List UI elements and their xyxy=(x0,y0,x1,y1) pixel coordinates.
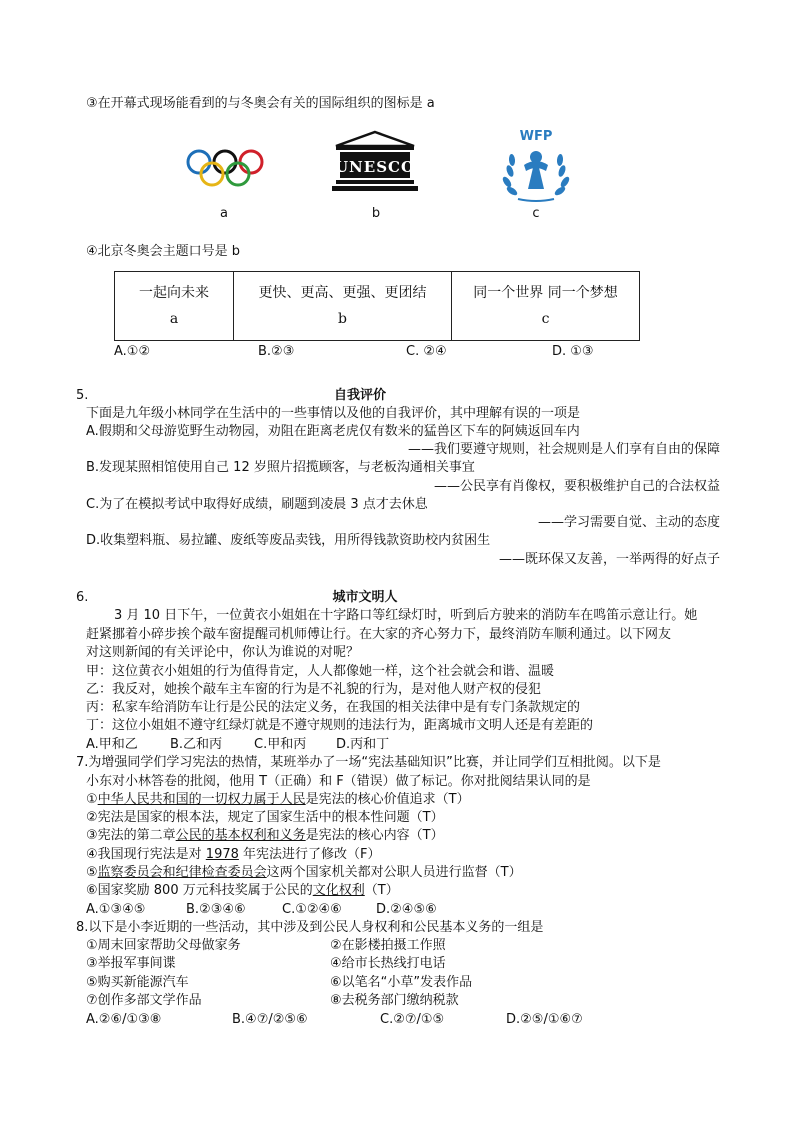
q7-item-5-pre: ⑤ xyxy=(86,865,98,880)
q6-option-c: C.甲和丙 xyxy=(254,737,307,752)
q8-option-d: D.②⑤/①⑥⑦ xyxy=(506,1012,583,1027)
q5-option-a: A.假期和父母游览野生动物园，劝阻在距离老虎仅有数米的猛兽区下车的阿姨返回车内 xyxy=(86,424,580,439)
q5-comment-d: ——既环保又友善，一举两得的好点子 xyxy=(498,552,720,567)
q4-option-d: D. ①③ xyxy=(552,344,594,359)
unesco-logo-icon xyxy=(332,130,418,192)
q6-comment-jia: 甲：这位黄衣小姐姐的行为值得肯定，人人都像她一样，这个社会就会和谐、温暖 xyxy=(86,664,555,679)
q5-comment-b: ——公民享有肖像权，要积极维护自己的合法权益 xyxy=(433,479,720,494)
q7-item-4-pre: ④我国现行宪法是对 xyxy=(86,847,206,862)
logo-label-b: b xyxy=(371,206,381,221)
q5-stem: 下面是九年级小林同学在生活中的一些事情以及他的自我评价，其中理解有误的一项是 xyxy=(86,406,581,421)
q7-item-2-text: ②宪法是国家的根本法，规定了国家生活中的根本性问题（T） xyxy=(86,810,444,825)
slogan-text-c: 同一个世界 同一个梦想 xyxy=(473,285,618,301)
q6-para-line1: 3 月 10 日下午，一位黄衣小姐姐在十字路口等红绿灯时，听到后方驶来的消防车在鸣笛示意让行。她 xyxy=(114,608,698,623)
q6-option-b: B.乙和丙 xyxy=(170,737,223,752)
q7-item-1 xyxy=(86,792,470,808)
olympic-rings-icon xyxy=(186,148,264,190)
wfp-logo-icon xyxy=(498,127,574,205)
q6-option-d: D.丙和丁 xyxy=(336,737,390,752)
slogan-text-b: 更快、更高、更强、更团结 xyxy=(258,285,427,301)
q7-option-b: B.②③④⑥ xyxy=(186,902,246,917)
q7-item-1-post: 是宪法的核心价值追求（T） xyxy=(305,792,470,807)
logo-label-a: a xyxy=(220,206,228,221)
q4-item4: ④北京冬奥会主题口号是 b xyxy=(86,244,241,259)
q7-item-1-underlined: 中华人民共和国的一切权力属于人民 xyxy=(97,792,306,807)
q5-option-b: B.发现某照相馆使用自己 12 岁照片招揽顾客，与老板沟通相关事宜 xyxy=(86,460,475,475)
q7-item-3 xyxy=(86,828,444,844)
q7-item-6-pre: ⑥国家奖励 800 万元科技奖属于公民的 xyxy=(86,883,313,898)
q5-option-c: C.为了在模拟考试中取得好成绩，刷题到凌晨 3 点才去休息 xyxy=(86,497,428,512)
slogan-cell-c xyxy=(452,272,640,341)
unesco-logo-text: UNESCO xyxy=(334,158,416,176)
q7-item-4-underlined: 1978 xyxy=(205,847,239,862)
q7-option-a: A.①③④⑤ xyxy=(86,902,146,917)
q8-activity-1: ①周末回家帮助父母做家务 xyxy=(86,938,241,953)
q4-option-c: C. ②④ xyxy=(406,344,447,359)
q8-activity-7: ⑦创作多部文学作品 xyxy=(86,993,202,1008)
q5-comment-a: ——我们要遵守规则，社会规则是人们享有自由的保障 xyxy=(407,442,720,457)
q8-option-b: B.④⑦/②⑤⑥ xyxy=(232,1012,308,1027)
q6-comment-bing: 丙：私家车给消防车让行是公民的法定义务，在我国的相关法律中是有专门条款规定的 xyxy=(86,700,581,715)
q7-item-1-pre: ① xyxy=(86,792,98,807)
q7-item-5 xyxy=(86,865,522,881)
q7-item-2 xyxy=(86,810,444,826)
slogan-label-c: c xyxy=(541,311,550,327)
logo-label-c: c xyxy=(532,206,540,221)
q6-para-line3: 对这则新闻的有关评论中，你认为谁说的对呢？ xyxy=(86,645,360,660)
slogan-label-b: b xyxy=(338,311,347,327)
q7-item-6-post: （T） xyxy=(364,883,399,898)
wfp-logo-text: WFP xyxy=(519,129,553,144)
q7-item-3-post: 是宪法的核心内容（T） xyxy=(305,828,444,843)
q6-para-line2: 赶紧挪着小碎步挨个敲车窗提醒司机师傅让行。在大家的齐心努力下，最终消防车顺利通过。以下网友 xyxy=(86,627,672,642)
q7-item-3-pre: ③宪法的第二章 xyxy=(86,828,176,843)
q8-activity-8: ⑧去税务部门缴纳税款 xyxy=(330,993,459,1008)
q8-activity-5: ⑤购买新能源汽车 xyxy=(86,975,189,990)
q8-activity-6: ⑥以笔名“小草”发表作品 xyxy=(330,975,473,990)
q4-option-b: B.②③ xyxy=(258,344,295,359)
slogan-text-a: 一起向未来 xyxy=(139,285,209,301)
q7-item-3-underlined: 公民的基本权利和义务 xyxy=(175,828,306,843)
q6-option-a: A.甲和乙 xyxy=(86,737,138,752)
q8-option-a: A.②⑥/①③⑧ xyxy=(86,1012,162,1027)
q7-item-5-post: 这两个国家机关都对公职人员进行监督（T） xyxy=(266,865,522,880)
slogan-cell-a xyxy=(115,272,234,341)
q4-item3: ③在开幕式现场能看到的与冬奥会有关的国际组织的图标是 a xyxy=(86,96,435,111)
q7-item-4 xyxy=(86,847,381,863)
q8-activity-4: ④给市长热线打电话 xyxy=(330,956,446,971)
q6-title: 城市文明人 xyxy=(332,590,398,605)
q8-activity-3: ③举报军事间谍 xyxy=(86,956,176,971)
q7-item-4-post: 年宪法进行了修改（F） xyxy=(238,847,381,862)
q8-activity-2: ②在影楼拍摄工作照 xyxy=(330,938,446,953)
q7-option-c: C.①②④⑥ xyxy=(282,902,342,917)
q7-item-5-underlined: 监察委员会和纪律检查委员会 xyxy=(97,865,267,880)
q8-option-c: C.②⑦/①⑤ xyxy=(380,1012,445,1027)
slogan-cell-b xyxy=(234,272,452,341)
q6-number: 6. xyxy=(76,590,89,605)
q4-option-a: A.①② xyxy=(114,344,151,359)
q7-item-6 xyxy=(86,883,399,899)
q6-comment-ding: 丁：这位小姐姐不遵守红绿灯就是不遵守规则的违法行为，距离城市文明人还是有差距的 xyxy=(86,718,594,733)
slogan-table xyxy=(114,271,640,341)
q5-title: 自我评价 xyxy=(333,388,386,403)
q5-comment-c: ——学习需要自觉、主动的态度 xyxy=(537,515,720,530)
q7-item-6-underlined: 文化权利 xyxy=(312,883,365,898)
q5-option-d: D.收集塑料瓶、易拉罐、废纸等废品卖钱，用所得钱款资助校内贫困生 xyxy=(86,533,491,548)
q5-number: 5. xyxy=(76,388,89,403)
q6-comment-yi: 乙：我反对，她挨个敲车主车窗的行为是不礼貌的行为，是对他人财产权的侵犯 xyxy=(86,682,542,697)
q8-stem: 8.以下是小李近期的一些活动，其中涉及到公民人身权利和公民基本义务的一组是 xyxy=(76,920,544,935)
q7-option-d: D.②④⑤⑥ xyxy=(376,902,437,917)
q7-stem-line2: 小东对小林答卷的批阅，他用 T（正确）和 F（错误）做了标记。你对批阅结果认同的是 xyxy=(86,774,591,789)
slogan-label-a: a xyxy=(169,311,179,327)
q7-stem-line1: 7.为增强同学们学习宪法的热情，某班举办了一场“宪法基础知识”比赛，并让同学们互相批阅。以下是 xyxy=(76,755,661,770)
